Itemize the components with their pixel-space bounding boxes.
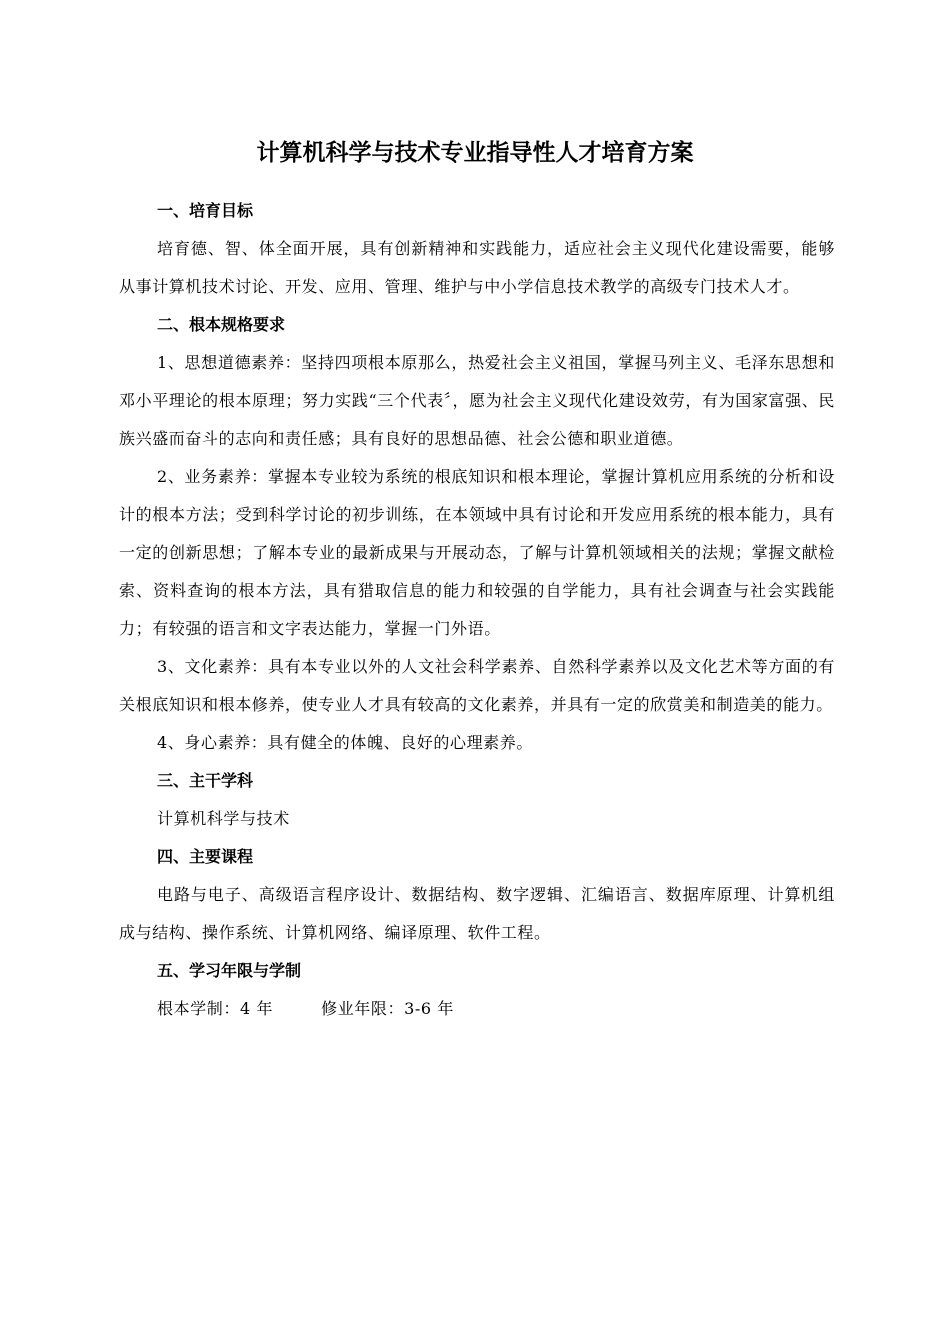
section-training-goal [119, 192, 835, 306]
section-heading: 二、根本规格要求 [157, 315, 286, 334]
study-period-value: 3-6 年 [404, 999, 454, 1018]
paragraph: 3、文化素养：具有本专业以外的人文社会科学素养、自然科学素养以及文化艺术等方面的有关根底知识和根本修养，使专业人才具有较高的文化素养，并具有一定的欣赏美和制造美的能力。 [119, 657, 835, 714]
document-title: 计算机科学与技术专业指导性人才培育方案 [256, 140, 694, 166]
paragraph: 4、身心素养：具有健全的体魄、良好的心理素养。 [157, 733, 533, 752]
section-study-duration [119, 952, 835, 1028]
paragraph: 2、业务素养：掌握本专业较为系统的根底知识和根本理论，掌握计算机应用系统的分析和设计的根本方法；受到科学讨论的初步训练，在本领域中具有讨论和开发应用系统的根本能力，具有一定的创新思想；了解本专业的最新成果与开展动态，了解与计算机领域相关的法规；掌握文献检索、资料查询的根本方法，具有猎取信息的能力和较强的自学能力，具有社会调查与社会实践能力；有较强的语言和文字表达能力，掌握一门外语。 [119, 467, 835, 638]
document-body [119, 192, 835, 1028]
section-main-courses [119, 838, 835, 952]
paragraph: 1、思想道德素养：坚持四项根本原那么，热爱社会主义祖国，掌握马列主义、毛泽东思想和邓小平理论的根本原理；努力实践“三个代表〞，愿为社会主义现代化建设效劳，有为国家富强、民族兴盛而奋斗的志向和责任感；具有良好的思想品德、社会公德和职业道德。 [119, 353, 835, 448]
basic-length-label: 根本学制： [157, 999, 241, 1018]
basic-length-value: 4 年 [240, 999, 274, 1018]
section-heading: 四、主要课程 [157, 847, 254, 866]
paragraph: 计算机科学与技术 [157, 809, 290, 828]
section-basic-requirements [119, 306, 835, 762]
study-period-label: 修业年限： [321, 999, 405, 1018]
section-heading: 五、学习年限与学制 [157, 961, 302, 980]
section-heading: 三、主干学科 [157, 771, 254, 790]
schedule-line [119, 990, 835, 1028]
section-heading: 一、培育目标 [157, 201, 254, 220]
paragraph: 电路与电子、高级语言程序设计、数据结构、数字逻辑、汇编语言、数据库原理、计算机组成与结构、操作系统、计算机网络、编译原理、软件工程。 [119, 885, 835, 942]
section-main-discipline [119, 762, 835, 838]
paragraph: 培育德、智、体全面开展，具有创新精神和实践能力，适应社会主义现代化建设需要，能够从事计算机技术讨论、开发、应用、管理、维护与中小学信息技术教学的高级专门技术人才。 [119, 239, 835, 296]
